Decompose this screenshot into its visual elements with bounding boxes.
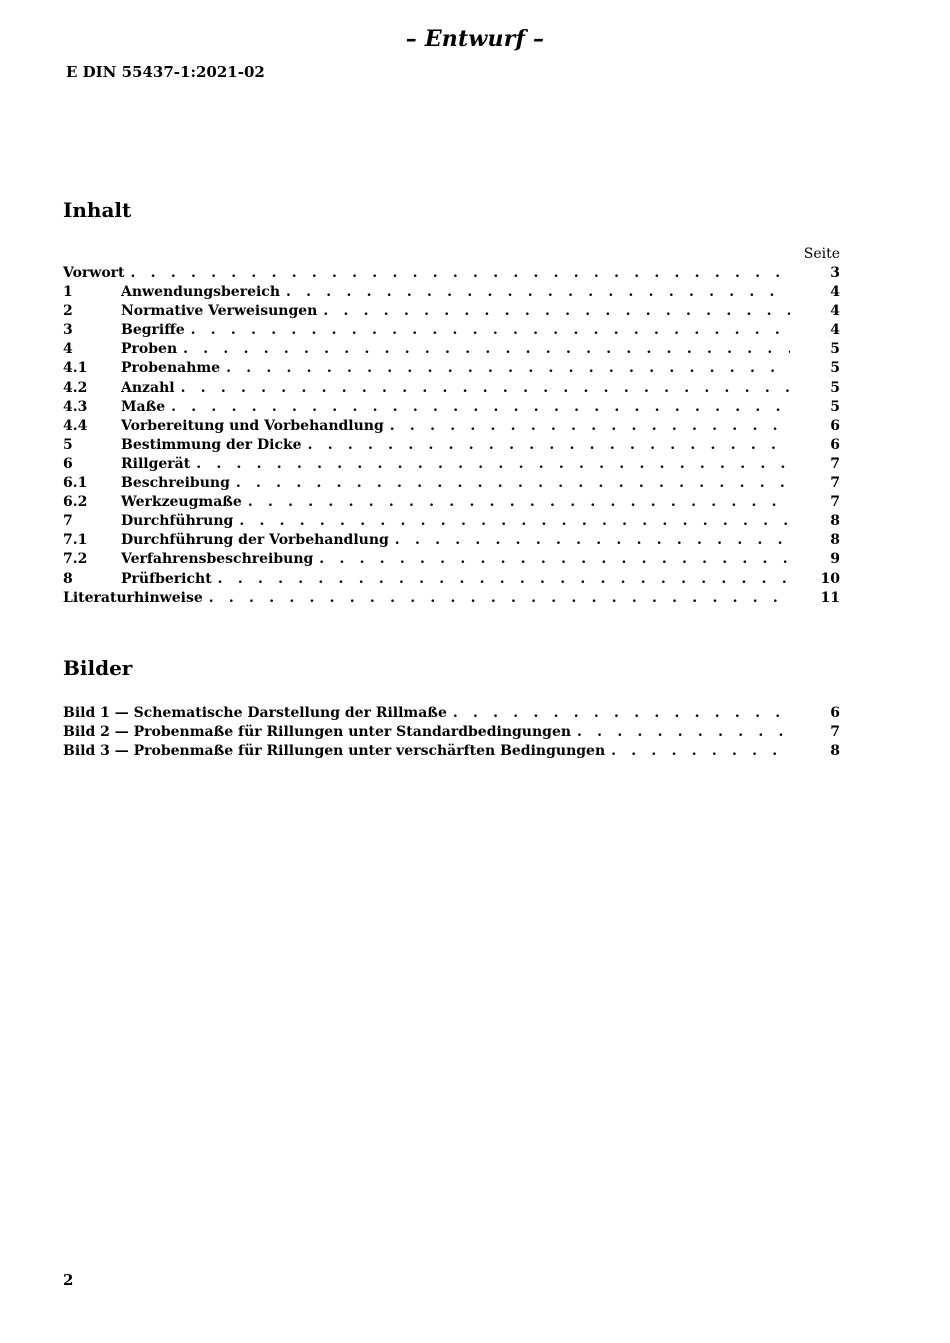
toc-entry-page: 7: [830, 494, 840, 511]
toc-entry-title[interactable]: Prüfbericht: [121, 571, 218, 587]
toc-entry-title[interactable]: Verfahrensbeschreibung: [121, 551, 319, 567]
draft-title: – Entwurf –: [405, 26, 545, 52]
toc-entry-page: 5: [830, 341, 840, 358]
toc-entry-title[interactable]: Bestimmung der Dicke: [121, 437, 308, 453]
toc-entry-title[interactable]: Anwendungsbereich: [121, 284, 286, 300]
toc-entry[interactable]: [63, 322, 840, 341]
toc-entry-number: 7.2: [63, 551, 88, 568]
toc-entry-number: 6.1: [63, 475, 88, 492]
toc-entry[interactable]: [63, 532, 840, 551]
toc-leader-dots: [323, 303, 790, 319]
toc-entry-number: 5: [63, 436, 73, 453]
toc-leader-dots: [181, 380, 790, 396]
toc-leader-dots: [611, 743, 790, 759]
toc-entry-number: 3: [63, 322, 73, 339]
toc-leader-dots: [319, 551, 790, 567]
toc-entry[interactable]: [63, 341, 840, 360]
toc-leader-dots: [209, 590, 790, 606]
toc-entry-title[interactable]: Literaturhinweise: [63, 590, 209, 606]
toc-leader-dots: [248, 494, 790, 510]
toc-entry-page: 4: [830, 284, 840, 301]
toc-list: [63, 265, 840, 609]
toc-entry-page: 5: [830, 360, 840, 377]
document-id: E DIN 55437-1:2021-02: [66, 63, 265, 81]
figure-entry[interactable]: [63, 743, 840, 762]
toc-leader-dots: [236, 475, 790, 491]
toc-entry[interactable]: [63, 284, 840, 303]
toc-entry-number: 4.4: [63, 417, 88, 434]
toc-leader-dots: [308, 437, 790, 453]
toc-leader-dots: [171, 399, 790, 415]
toc-entry-page: 4: [830, 322, 840, 339]
figure-entry[interactable]: [63, 705, 840, 724]
toc-leader-dots: [390, 418, 790, 434]
toc-entry-number: 7.1: [63, 532, 88, 549]
toc-entry-title[interactable]: Vorbereitung und Vorbehandlung: [121, 418, 390, 434]
toc-entry-page: 5: [830, 379, 840, 396]
toc-leader-dots: [577, 724, 790, 740]
toc-entry[interactable]: [63, 494, 840, 513]
toc-entry[interactable]: [63, 571, 840, 590]
toc-leader-dots: [191, 322, 790, 338]
toc-entry-page: 9: [830, 551, 840, 568]
toc-entry-title[interactable]: Beschreibung: [121, 475, 236, 491]
toc-entry-title[interactable]: Rillgerät: [121, 456, 196, 472]
toc-entry-page: 7: [830, 455, 840, 472]
toc-entry[interactable]: [63, 380, 840, 399]
toc-entry-number: 6: [63, 455, 73, 472]
figure-entry-page: 8: [830, 743, 840, 760]
toc-entry-title[interactable]: Durchführung der Vorbehandlung: [121, 532, 395, 548]
toc-entry[interactable]: [63, 456, 840, 475]
toc-entry-page: 6: [830, 436, 840, 453]
toc-entry-number: 1: [63, 284, 73, 301]
toc-entry-number: 4.3: [63, 398, 88, 415]
toc-entry[interactable]: [63, 360, 840, 379]
toc-entry-page: 5: [830, 398, 840, 415]
toc-entry-title[interactable]: Proben: [121, 341, 183, 357]
toc-entry-page: 8: [830, 513, 840, 530]
page-number: 2: [63, 1271, 74, 1289]
toc-entry-number: 4.1: [63, 360, 88, 377]
page-column-label: Seite: [803, 246, 840, 262]
toc-entry-title[interactable]: Anzahl: [121, 380, 181, 396]
toc-entry-number: 6.2: [63, 494, 88, 511]
figure-entry[interactable]: [63, 724, 840, 743]
toc-entry-page: 6: [830, 417, 840, 434]
figure-entry-title[interactable]: Bild 1 — Schematische Darstellung der Rillmaße: [63, 705, 453, 721]
figure-entry-title[interactable]: Bild 3 — Probenmaße für Rillungen unter verschärften Bedingungen: [63, 743, 611, 759]
toc-entry-title[interactable]: Probenahme: [121, 360, 226, 376]
figures-list: [63, 705, 840, 762]
toc-entry-page: 7: [830, 475, 840, 492]
toc-leader-dots: [183, 341, 790, 357]
toc-entry-page: 11: [820, 589, 840, 606]
toc-leader-dots: [131, 265, 790, 281]
toc-entry[interactable]: [63, 551, 840, 570]
toc-entry[interactable]: [63, 590, 840, 609]
toc-entry-title[interactable]: Begriffe: [121, 322, 191, 338]
toc-entry[interactable]: [63, 437, 840, 456]
figure-entry-page: 6: [830, 705, 840, 721]
toc-leader-dots: [286, 284, 790, 300]
toc-leader-dots: [196, 456, 790, 472]
toc-entry-page: 10: [820, 570, 840, 587]
toc-entry-page: 8: [830, 532, 840, 549]
toc-entry-number: 7: [63, 513, 73, 530]
toc-entry-number: 4: [63, 341, 73, 358]
figure-entry-title[interactable]: Bild 2 — Probenmaße für Rillungen unter Standardbedingungen: [63, 724, 577, 740]
figure-entry-page: 7: [830, 724, 840, 741]
toc-leader-dots: [395, 532, 790, 548]
toc-entry-number: 8: [63, 570, 73, 587]
toc-entry-number: 2: [63, 303, 73, 320]
toc-entry[interactable]: [63, 418, 840, 437]
figures-heading: Bilder: [63, 656, 133, 680]
toc-leader-dots: [453, 705, 790, 721]
toc-entry[interactable]: [63, 513, 840, 532]
toc-entry[interactable]: [63, 399, 840, 418]
toc-entry-page: 4: [830, 303, 840, 320]
toc-entry-number: 4.2: [63, 379, 88, 396]
toc-heading: Inhalt: [63, 198, 132, 222]
toc-entry[interactable]: [63, 475, 840, 494]
toc-leader-dots: [226, 360, 790, 376]
toc-entry-title[interactable]: Vorwort: [63, 265, 131, 281]
toc-entry-page: 3: [830, 265, 840, 281]
toc-entry[interactable]: [63, 265, 840, 284]
toc-entry-title[interactable]: Normative Verweisungen: [121, 303, 323, 319]
toc-entry[interactable]: [63, 303, 840, 322]
toc-entry-title[interactable]: Durchführung: [121, 513, 239, 529]
toc-entry-title[interactable]: Maße: [121, 399, 171, 415]
toc-leader-dots: [239, 513, 790, 529]
toc-entry-title[interactable]: Werkzeugmaße: [121, 494, 248, 510]
toc-leader-dots: [218, 571, 790, 587]
